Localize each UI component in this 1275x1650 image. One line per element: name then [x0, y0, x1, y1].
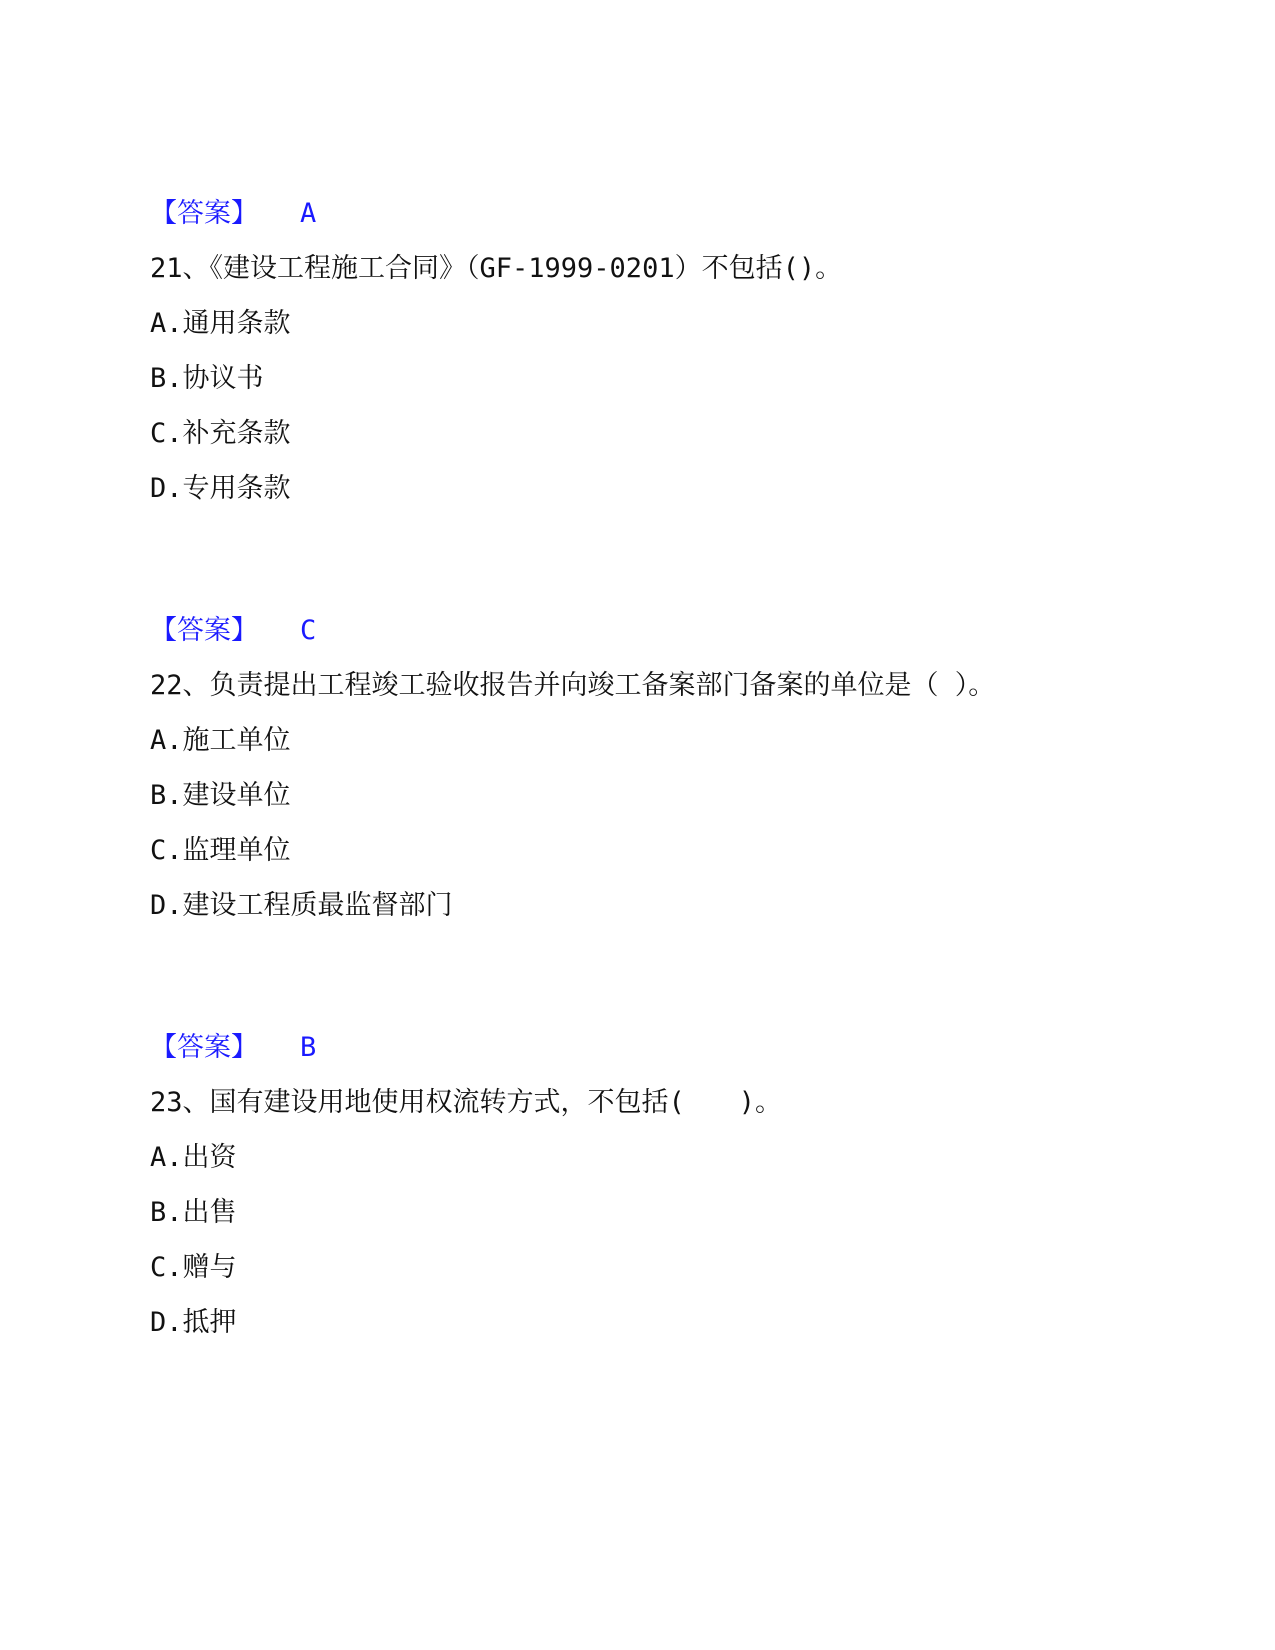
answer-line-1 — [150, 197, 316, 231]
question-stem-22: 22、负责提出工程竣工验收报告并向竣工备案部门备案的单位是（ ）。 — [150, 670, 996, 701]
answer-label: 【答案】 — [150, 615, 258, 646]
answer-value: C — [300, 615, 317, 646]
answer-value: A — [300, 198, 317, 229]
option-a-22: A.施工单位 — [150, 725, 291, 756]
option-c-22: C.监理单位 — [150, 835, 291, 866]
answer-value: B — [300, 1032, 317, 1063]
question-stem-23: 23、国有建设用地使用权流转方式，不包括( )。 — [150, 1087, 783, 1118]
question-stem-21: 21、《建设工程施工合同》（GF-1999-0201）不包括()。 — [150, 253, 843, 284]
option-c-21: C.补充条款 — [150, 418, 291, 449]
option-a-21: A.通用条款 — [150, 308, 291, 339]
answer-label: 【答案】 — [150, 198, 258, 229]
option-d-21: D.专用条款 — [150, 473, 291, 504]
option-d-22: D.建设工程质最监督部门 — [150, 890, 453, 921]
answer-line-3 — [150, 1031, 316, 1065]
option-d-23: D.抵押 — [150, 1307, 237, 1338]
option-b-22: B.建设单位 — [150, 780, 291, 811]
option-b-23: B.出售 — [150, 1197, 237, 1228]
option-b-21: B.协议书 — [150, 363, 264, 394]
option-c-23: C.赠与 — [150, 1252, 237, 1283]
answer-line-2 — [150, 614, 316, 648]
option-a-23: A.出资 — [150, 1142, 237, 1173]
answer-label: 【答案】 — [150, 1032, 258, 1063]
